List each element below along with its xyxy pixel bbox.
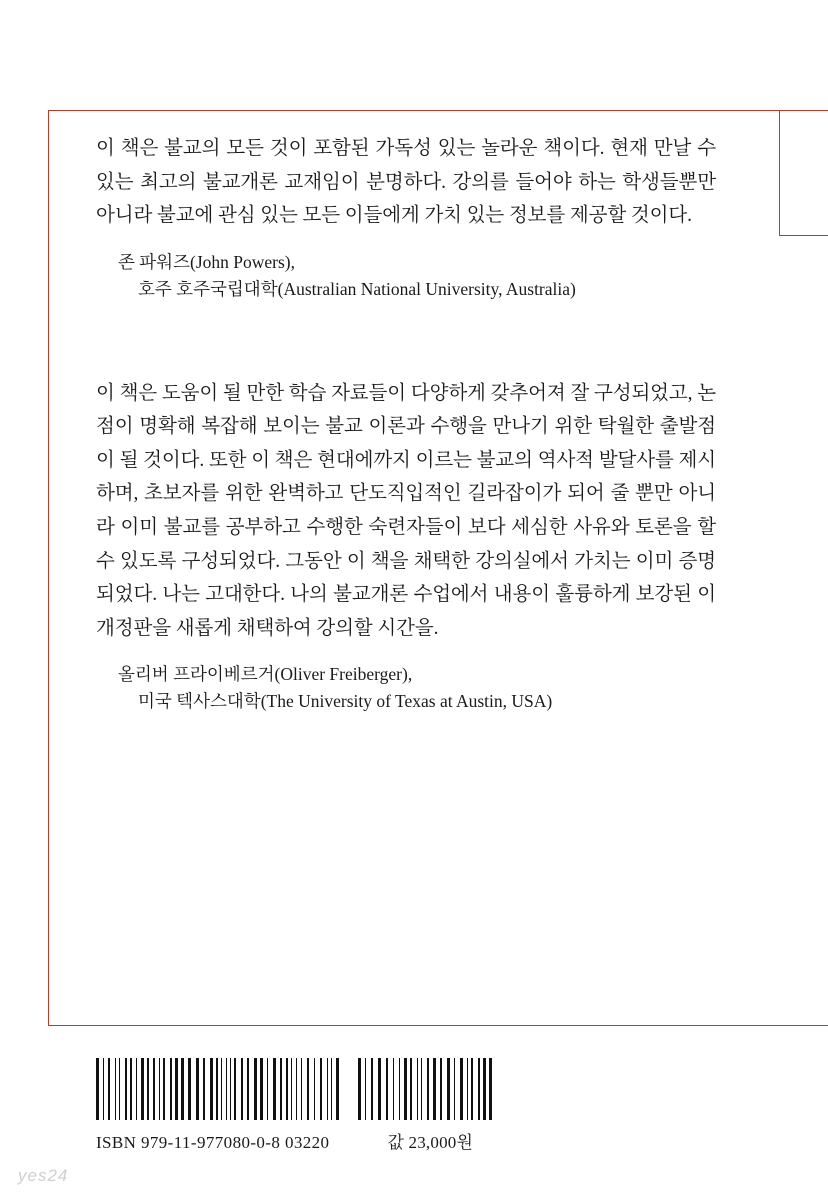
barcode-space bbox=[269, 1119, 272, 1120]
endorsement-affiliation: 호주 호주국립대학(Australian National University, Australia) bbox=[138, 278, 576, 299]
cover-frame-bottom-rule bbox=[48, 1025, 828, 1026]
barcode-space bbox=[192, 1119, 195, 1120]
barcode-space bbox=[232, 1119, 233, 1120]
barcode-space bbox=[298, 1119, 300, 1120]
barcode-space bbox=[206, 1119, 209, 1120]
barcode-space bbox=[408, 1119, 409, 1120]
barcode-bar bbox=[417, 1058, 418, 1120]
barcode-bar bbox=[447, 1058, 450, 1120]
barcode-space bbox=[250, 1119, 253, 1120]
barcode-bar bbox=[483, 1058, 486, 1120]
barcode-space bbox=[389, 1119, 392, 1120]
barcode-space bbox=[481, 1119, 482, 1120]
barcode-space bbox=[237, 1119, 240, 1120]
barcode-space bbox=[121, 1119, 124, 1120]
barcode-space bbox=[303, 1119, 306, 1120]
barcode-space bbox=[166, 1119, 169, 1120]
barcode-space bbox=[362, 1119, 364, 1120]
barcode-bar bbox=[314, 1058, 315, 1120]
barcode-bar bbox=[254, 1058, 257, 1120]
barcode-bar bbox=[371, 1058, 373, 1120]
barcode-bar bbox=[119, 1058, 120, 1120]
barcode-bar bbox=[234, 1058, 236, 1120]
barcode-bar bbox=[175, 1058, 178, 1120]
barcode-bar bbox=[286, 1058, 288, 1120]
barcode-space bbox=[333, 1119, 335, 1120]
barcode-space bbox=[145, 1119, 146, 1120]
barcode-bar bbox=[130, 1058, 132, 1120]
barcode-bar bbox=[241, 1058, 243, 1120]
barcode-space bbox=[451, 1119, 453, 1120]
barcode-bar bbox=[454, 1058, 455, 1120]
barcode-space bbox=[219, 1119, 220, 1120]
barcode-bar bbox=[307, 1058, 309, 1120]
barcode-space bbox=[185, 1119, 187, 1120]
barcode-bar bbox=[467, 1058, 468, 1120]
barcode-bar bbox=[280, 1058, 282, 1120]
barcode-bar bbox=[221, 1058, 222, 1120]
barcode-bar bbox=[433, 1058, 436, 1120]
barcode-bar bbox=[247, 1058, 249, 1120]
barcode-bar bbox=[210, 1058, 213, 1120]
barcode-space bbox=[133, 1119, 135, 1120]
barcode-space bbox=[474, 1119, 477, 1120]
endorsement-author: 존 파워즈(John Powers), bbox=[118, 251, 295, 272]
barcode-space bbox=[469, 1119, 470, 1120]
barcode-bar bbox=[386, 1058, 388, 1120]
barcode-bar bbox=[336, 1058, 339, 1120]
barcode-bar bbox=[181, 1058, 184, 1120]
barcode-space bbox=[464, 1119, 466, 1120]
barcode-bar bbox=[440, 1058, 442, 1120]
barcode-bar bbox=[471, 1058, 473, 1120]
barcode-bar bbox=[108, 1058, 110, 1120]
barcode-space bbox=[105, 1119, 107, 1120]
barcode-bar bbox=[188, 1058, 191, 1120]
endorsements-container bbox=[96, 132, 716, 715]
isbn-text: ISBN 979-11-977080-0-8 03220 bbox=[96, 1133, 330, 1152]
barcode-space bbox=[117, 1119, 118, 1120]
barcode-bar bbox=[267, 1058, 268, 1120]
cover-frame-spine-tick bbox=[779, 235, 828, 236]
barcode-space bbox=[374, 1119, 377, 1120]
barcode-bar bbox=[331, 1058, 332, 1120]
barcode-bar bbox=[378, 1058, 381, 1120]
barcode-space bbox=[173, 1119, 174, 1120]
barcode-bar bbox=[260, 1058, 263, 1120]
cover-frame-right-rule bbox=[779, 110, 780, 235]
barcode-bar bbox=[489, 1058, 492, 1120]
barcode-bar bbox=[230, 1058, 231, 1120]
barcode-space bbox=[423, 1119, 426, 1120]
cover-frame-left-rule bbox=[48, 110, 49, 1025]
barcode-space bbox=[150, 1119, 152, 1120]
barcode-bar bbox=[196, 1058, 199, 1120]
barcode-space bbox=[340, 1119, 343, 1120]
barcode-bar bbox=[115, 1058, 116, 1120]
barcode-space bbox=[430, 1119, 432, 1120]
barcode-area bbox=[96, 1058, 696, 1153]
barcode-bar bbox=[96, 1058, 99, 1120]
endorsement-block bbox=[96, 377, 716, 716]
barcode-space bbox=[179, 1119, 180, 1120]
endorsement-author: 올리버 프라이베르거(Oliver Freiberger), bbox=[118, 664, 413, 685]
barcode-space bbox=[100, 1119, 102, 1120]
endorsement-attribution bbox=[96, 249, 716, 303]
barcode-space bbox=[367, 1119, 370, 1120]
barcode-bar bbox=[410, 1058, 412, 1120]
barcode-bar bbox=[141, 1058, 144, 1120]
ean13-barcode bbox=[96, 1058, 696, 1120]
barcode-bar bbox=[203, 1058, 205, 1120]
endorsement-quote: 이 책은 도움이 될 만한 학습 자료들이 다양하게 갖추어져 잘 구성되었고, 논점이 명확해 복잡해 보이는 불교 이론과 수행을 만나기 위한 탁월한 출발점이 될 것이다. 또한 이 책은 현대에까지 이르는 불교의 역사적 발달사를 제시하며, 초보자를 위한 완벽하고 단도직입적인 길라잡이가 되어 줄 뿐만 아니라 이미 불교를 공부하고 수행한 숙련자들이 보다 세심한 사유와 토론을 할 수 있도록 구성되었다. 그동안 이 책을 채택한 강의실에서 가치는 이미 증명되었다. 나는 고대한다. 나의 불교개론 수업에서 내용이 훌륭하게 보강된 이 개정판을 새롭게 채택하여 강의할 시간을. bbox=[96, 382, 716, 639]
barcode-bar bbox=[301, 1058, 302, 1120]
barcode-space bbox=[329, 1119, 330, 1120]
endorsement-affiliation: 미국 텍사스대학(The University of Texas at Austin, USA) bbox=[138, 691, 553, 712]
barcode-bar bbox=[103, 1058, 104, 1120]
barcode-bar bbox=[320, 1058, 322, 1120]
section-spacer bbox=[96, 303, 716, 377]
barcode-space bbox=[456, 1119, 459, 1120]
barcode-space bbox=[413, 1119, 416, 1120]
barcode-bar bbox=[393, 1058, 394, 1120]
barcode-space bbox=[310, 1119, 313, 1120]
barcode-space bbox=[264, 1119, 266, 1120]
barcode-bar bbox=[147, 1058, 149, 1120]
barcode-bar bbox=[460, 1058, 463, 1120]
endorsement-block bbox=[96, 132, 716, 303]
cover-frame-top-rule bbox=[48, 110, 828, 111]
barcode-bar bbox=[404, 1058, 407, 1120]
barcode-bar bbox=[358, 1058, 361, 1120]
isbn-row bbox=[96, 1128, 696, 1153]
barcode-space bbox=[277, 1119, 279, 1120]
barcode-space bbox=[293, 1119, 295, 1120]
barcode-space bbox=[161, 1119, 162, 1120]
barcode-bar bbox=[427, 1058, 429, 1120]
barcode-space bbox=[258, 1119, 259, 1120]
barcode-space bbox=[395, 1119, 398, 1120]
barcode-space bbox=[128, 1119, 129, 1120]
barcode-space bbox=[200, 1119, 202, 1120]
barcode-bar bbox=[273, 1058, 276, 1120]
barcode-bar bbox=[478, 1058, 480, 1120]
barcode-bar bbox=[226, 1058, 227, 1120]
barcode-bar bbox=[291, 1058, 292, 1120]
barcode-space bbox=[316, 1119, 319, 1120]
barcode-space bbox=[111, 1119, 114, 1120]
barcode-space bbox=[214, 1119, 215, 1120]
barcode-bar bbox=[421, 1058, 422, 1120]
barcode-space bbox=[443, 1119, 446, 1120]
barcode-space bbox=[401, 1119, 403, 1120]
barcode-bar bbox=[399, 1058, 400, 1120]
price-text: 값 23,000원 bbox=[387, 1133, 474, 1152]
barcode-space bbox=[323, 1119, 326, 1120]
barcode-bar bbox=[159, 1058, 160, 1120]
barcode-bar bbox=[327, 1058, 328, 1120]
barcode-bar bbox=[153, 1058, 155, 1120]
barcode-space bbox=[244, 1119, 246, 1120]
barcode-space bbox=[138, 1119, 140, 1120]
barcode-space bbox=[156, 1119, 158, 1120]
barcode-space bbox=[289, 1119, 290, 1120]
barcode-space bbox=[493, 1119, 494, 1120]
barcode-bar bbox=[216, 1058, 218, 1120]
barcode-space bbox=[223, 1119, 225, 1120]
barcode-bar bbox=[296, 1058, 297, 1120]
endorsement-attribution bbox=[96, 661, 716, 715]
barcode-space bbox=[382, 1119, 385, 1120]
barcode-bar bbox=[170, 1058, 172, 1120]
site-watermark: yes24 bbox=[18, 1166, 69, 1185]
barcode-space bbox=[228, 1119, 229, 1120]
barcode-bar bbox=[365, 1058, 366, 1120]
barcode-space bbox=[487, 1119, 488, 1120]
barcode-space bbox=[437, 1119, 439, 1120]
barcode-bar bbox=[136, 1058, 137, 1120]
barcode-bar bbox=[163, 1058, 165, 1120]
barcode-space bbox=[419, 1119, 420, 1120]
barcode-bar bbox=[125, 1058, 127, 1120]
barcode-space bbox=[283, 1119, 285, 1120]
endorsement-quote: 이 책은 불교의 모든 것이 포함된 가독성 있는 놀라운 책이다. 현재 만날 수 있는 최고의 불교개론 교재임이 분명하다. 강의를 들어야 하는 학생들뿐만 아니라 불교에 관심 있는 모든 이들에게 가치 있는 정보를 제공할 것이다. bbox=[96, 138, 716, 227]
